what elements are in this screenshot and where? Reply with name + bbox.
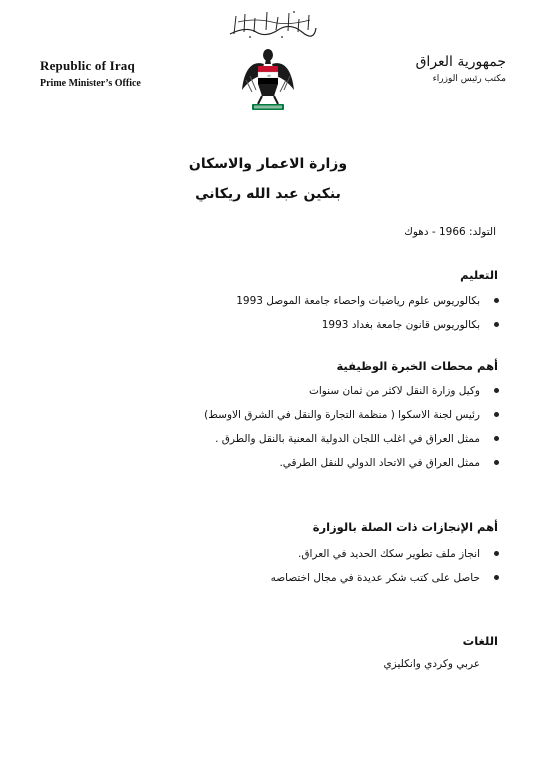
list-item: حاصل على كتب شكر عديدة في مجال اختصاصه [271,570,480,594]
letterhead-ar-subtitle: مكتب رئيس الوزراء [432,74,506,84]
bullet-icon [494,575,499,580]
bullet-icon [494,551,499,556]
letterhead-en-subtitle: Prime Minister’s Office [40,78,141,89]
iraq-coat-of-arms-icon [240,46,296,118]
achievements-section-title: أهم الإنجازات ذات الصلة بالوزارة [312,520,498,534]
birth-line: التولد: 1966 - دهوك [404,226,496,238]
list-item: بكالوريوس علوم رياضيات واحصاء جامعة الموصل 1993 [236,293,480,317]
education-section-title: التعليم [460,268,498,282]
bullet-icon [494,436,499,441]
bullet-icon [494,298,499,303]
list-item: ممثل العراق في اغلب اللجان الدولية المعنية بالنقل والطرق . [204,431,480,455]
bullet-icon [494,412,499,417]
languages-section-title: اللغات [462,634,498,648]
experience-section-title: أهم محطات الخبرة الوظيفية [336,359,498,373]
list-item: انجاز ملف تطوير سكك الحديد في العراق. [271,546,480,570]
person-name-heading: بنكين عبد الله ريكاني [195,186,341,202]
education-list [236,293,480,341]
bullet-icon [494,388,499,393]
basmala-calligraphy-icon [226,8,318,40]
letterhead-ar-title: جمهورية العراق [415,54,506,70]
bullet-icon [494,322,499,327]
experience-list [204,383,480,479]
list-item: وكيل وزارة النقل لاكثر من ثمان سنوات [204,383,480,407]
languages-value: عربي وكردي وانكليزي [383,658,480,670]
achievements-list [271,546,480,594]
list-item: بكالوريوس قانون جامعة بغداد 1993 [236,317,480,341]
ministry-heading: وزارة الاعمار والاسكان [188,156,348,172]
letterhead-en-title: Republic of Iraq [40,58,135,73]
list-item: ممثل العراق في الاتحاد الدولي للنقل الطرقي. [204,455,480,479]
list-item: رئيس لجنة الاسكوا ( منظمة التجارة والنقل في الشرق الاوسط) [204,407,480,431]
svg-text:ﷲ: ﷲ [267,73,269,78]
bullet-icon [494,460,499,465]
